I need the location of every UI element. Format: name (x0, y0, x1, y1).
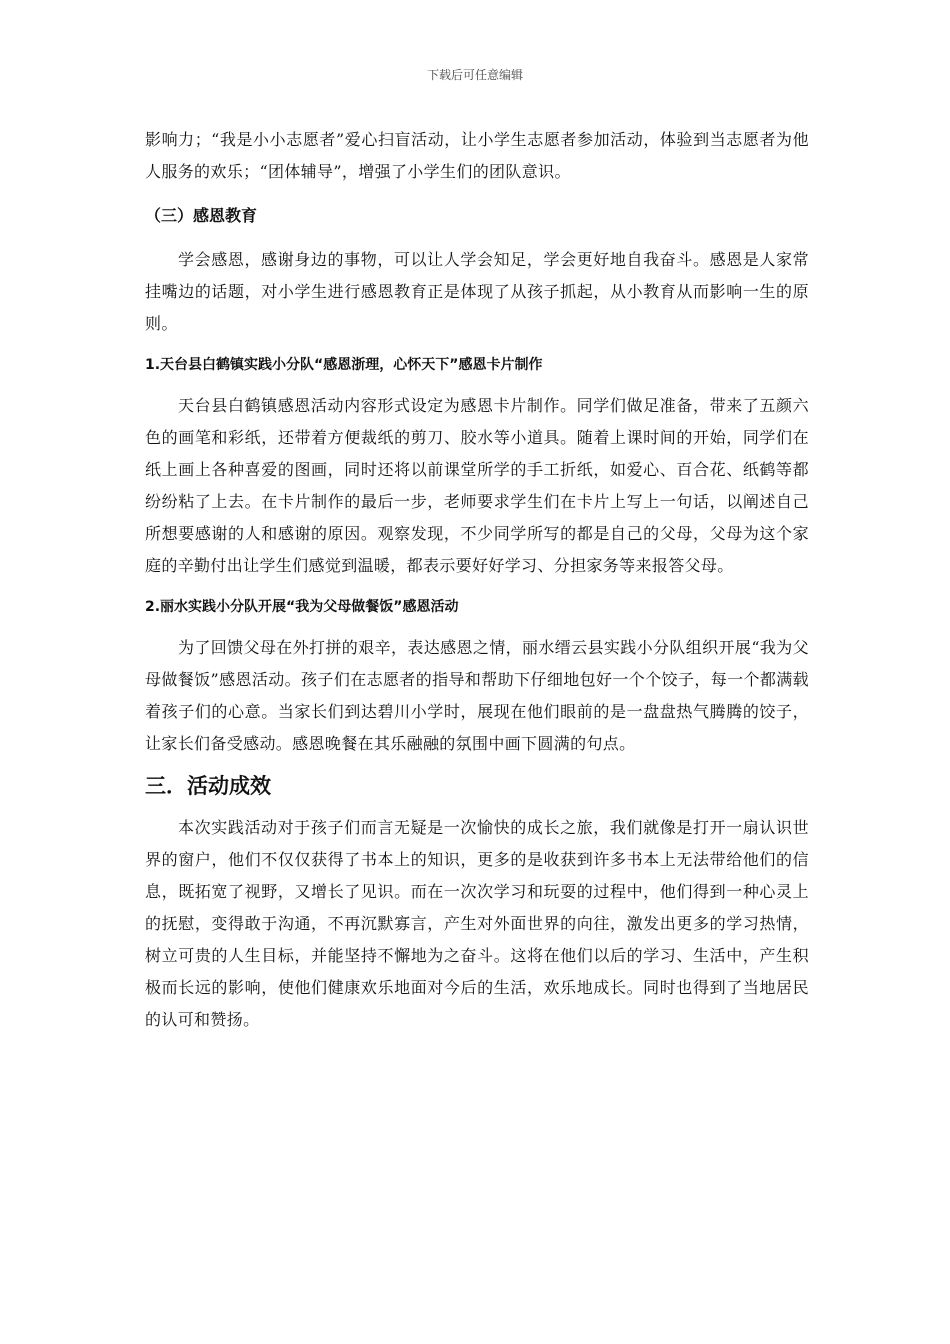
section-heading-gratitude: （三）感恩教育 (145, 206, 258, 225)
document-body (145, 124, 809, 1036)
paragraph-continued: 影响力；“我是小小志愿者”爱心扫盲活动，让小学生志愿者参加活动，体验到当志愿者为他人服务的欢乐；“团体辅导”，增强了小学生们的团队意识。 (145, 130, 809, 181)
paragraph-gratitude-intro: 学会感恩，感谢身边的事物，可以让人学会知足，学会更好地自我奋斗。感恩是人家常挂嘴边的话题，对小学生进行感恩教育正是体现了从孩子抓起，从小教育从而影响一生的原则。 (145, 250, 809, 333)
subheading-dinner-activity: 2.丽水实践小分队开展“我为父母做餐饭”感恩活动 (145, 599, 459, 615)
paragraph-card-making: 天台县白鹤镇感恩活动内容形式设定为感恩卡片制作。同学们做足准备，带来了五颜六色的画笔和彩纸，还带着方便裁纸的剪刀、胶水等小道具。随着上课时间的开始，同学们在纸上画上各种喜爱的图画，同时还将以前课堂所学的手工折纸，如爱心、百合花、纸鹤等都纷纷粘了上去。在卡片制作的最后一步，老师要求学生们在卡片上写上一句话，以阐述自己所想要感谢的人和感谢的原因。观察发现，不少同学所写的都是自己的父母，父母为这个家庭的辛勤付出让学生们感觉到温暖，都表示要好好学习、分担家务等来报答父母。 (145, 396, 809, 575)
subheading-card-making: 1.天台县白鹤镇实践小分队“感恩浙理，心怀天下”感恩卡片制作 (145, 357, 543, 373)
section-heading-results: 三．活动成效 (145, 774, 271, 798)
page-header: 下载后可任意编辑 (426, 68, 523, 82)
paragraph-dinner-activity: 为了回馈父母在外打拼的艰辛，表达感恩之情，丽水缙云县实践小分队组织开展“我为父母做餐饭”感恩活动。孩子们在志愿者的指导和帮助下仔细地包好一个个饺子，每一个都满载着孩子们的心意。当家长们到达碧川小学时，展现在他们眼前的是一盘盘热气腾腾的饺子，让家长们备受感动。感恩晚餐在其乐融融的氛围中画下圆满的句点。 (145, 638, 809, 753)
paragraph-results: 本次实践活动对于孩子们而言无疑是一次愉快的成长之旅，我们就像是打开一扇认识世界的窗户，他们不仅仅获得了书本上的知识，更多的是收获到许多书本上无法带给他们的信息，既拓宽了视野，又增长了见识。而在一次次学习和玩耍的过程中，他们得到一种心灵上的抚慰，变得敢于沟通，不再沉默寡言，产生对外面世界的向往，激发出更多的学习热情，树立可贵的人生目标，并能坚持不懈地为之奋斗。这将在他们以后的学习、生活中，产生积极而长远的影响，使他们健康欢乐地面对今后的生活，欢乐地成长。同时也得到了当地居民的认可和赞扬。 (145, 818, 809, 1029)
